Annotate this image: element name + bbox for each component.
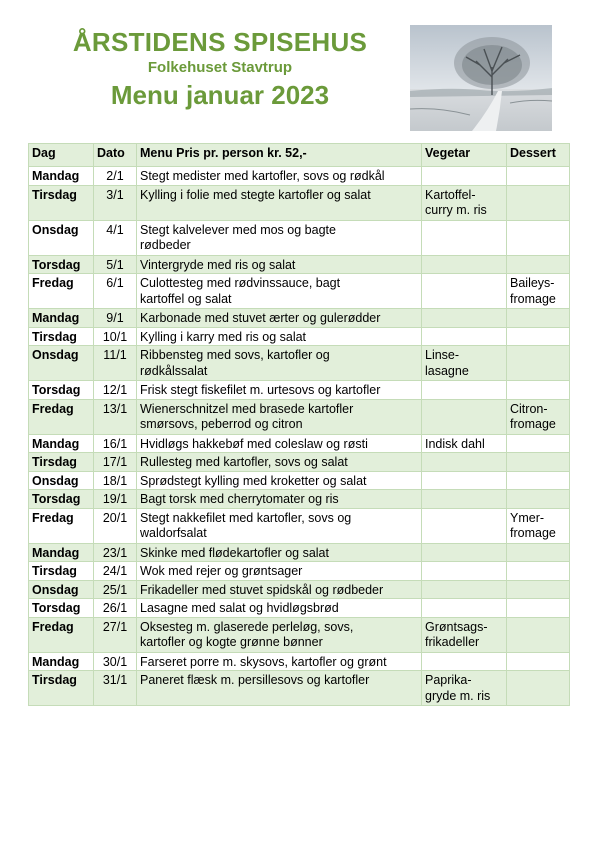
day-cell: Onsdag: [29, 220, 94, 255]
menu-cell: Frikadeller med stuvet spidskål og rødbeder: [137, 580, 422, 599]
vegetarian-cell: [422, 490, 507, 509]
date-cell: 26/1: [94, 599, 137, 618]
date-cell: 27/1: [94, 617, 137, 652]
vegetarian-cell: Grøntsags- frikadeller: [422, 617, 507, 652]
winter-tree-photo: [410, 25, 552, 131]
table-row: [29, 220, 570, 255]
table-row: [29, 617, 570, 652]
menu-cell: Kylling i karry med ris og salat: [137, 327, 422, 346]
dessert-cell: [507, 471, 570, 490]
menu-cell: Vintergryde med ris og salat: [137, 255, 422, 274]
dessert-cell: [507, 671, 570, 706]
menu-cell: Culottesteg med rødvinssauce, bagt kartoffel og salat: [137, 274, 422, 309]
vegetarian-cell: [422, 255, 507, 274]
vegetarian-cell: [422, 599, 507, 618]
menu-title: Menu januar 2023: [110, 80, 330, 110]
vegetarian-cell: [422, 453, 507, 472]
day-cell: Tirsdag: [29, 185, 94, 220]
column-header-date: Dato: [94, 144, 137, 167]
column-header-dessert: Dessert: [507, 144, 570, 167]
menu-cell: Wok med rejer og grøntsager: [137, 562, 422, 581]
vegetarian-cell: [422, 274, 507, 309]
menu-cell: Paneret flæsk m. persillesovs og kartofler: [137, 671, 422, 706]
vegetarian-cell: Linse- lasagne: [422, 346, 507, 381]
dessert-cell: Baileys- fromage: [507, 274, 570, 309]
dessert-cell: [507, 255, 570, 274]
table-row: [29, 543, 570, 562]
column-header-vegetarian: Vegetar: [422, 144, 507, 167]
dessert-cell: Ymer- fromage: [507, 508, 570, 543]
menu-cell: Rullesteg med kartofler, sovs og salat: [137, 453, 422, 472]
date-cell: 18/1: [94, 471, 137, 490]
restaurant-title: ÅRSTIDENS SPISEHUS: [72, 27, 368, 57]
date-cell: 19/1: [94, 490, 137, 509]
vegetarian-cell: [422, 580, 507, 599]
table-row: [29, 562, 570, 581]
dessert-cell: [507, 617, 570, 652]
date-cell: 24/1: [94, 562, 137, 581]
date-cell: 20/1: [94, 508, 137, 543]
vegetarian-cell: [422, 543, 507, 562]
table-row: [29, 671, 570, 706]
dessert-cell: [507, 381, 570, 400]
day-cell: Torsdag: [29, 490, 94, 509]
date-cell: 6/1: [94, 274, 137, 309]
table-row: [29, 508, 570, 543]
menu-cell: Lasagne med salat og hvidløgsbrød: [137, 599, 422, 618]
day-cell: Fredag: [29, 508, 94, 543]
day-cell: Mandag: [29, 434, 94, 453]
table-row: [29, 490, 570, 509]
vegetarian-cell: Paprika- gryde m. ris: [422, 671, 507, 706]
menu-cell: Kylling i folie med stegte kartofler og salat: [137, 185, 422, 220]
dessert-cell: [507, 580, 570, 599]
dessert-cell: [507, 543, 570, 562]
menu-table: [28, 143, 570, 706]
table-row: [29, 381, 570, 400]
menu-cell: Wienerschnitzel med brasede kartofler smørsovs, peberrod og citron: [137, 399, 422, 434]
day-cell: Mandag: [29, 543, 94, 562]
date-cell: 3/1: [94, 185, 137, 220]
menu-cell: Stegt medister med kartofler, sovs og rødkål: [137, 167, 422, 186]
dessert-cell: [507, 309, 570, 328]
menu-cell: Sprødstegt kylling med kroketter og salat: [137, 471, 422, 490]
table-row: [29, 309, 570, 328]
date-cell: 2/1: [94, 167, 137, 186]
menu-cell: Skinke med flødekartofler og salat: [137, 543, 422, 562]
dessert-cell: [507, 327, 570, 346]
table-row: [29, 471, 570, 490]
vegetarian-cell: [422, 309, 507, 328]
table-row: [29, 453, 570, 472]
menu-cell: Karbonade med stuvet ærter og gulerødder: [137, 309, 422, 328]
menu-cell: Farseret porre m. skysovs, kartofler og grønt: [137, 652, 422, 671]
table-row: [29, 255, 570, 274]
day-cell: Onsdag: [29, 346, 94, 381]
vegetarian-cell: [422, 220, 507, 255]
table-row: [29, 434, 570, 453]
date-cell: 4/1: [94, 220, 137, 255]
menu-cell: Stegt kalvelever med mos og bagte rødbeder: [137, 220, 422, 255]
vegetarian-cell: [422, 381, 507, 400]
day-cell: Torsdag: [29, 599, 94, 618]
date-cell: 31/1: [94, 671, 137, 706]
vegetarian-cell: [422, 652, 507, 671]
dessert-cell: [507, 346, 570, 381]
dessert-cell: [507, 434, 570, 453]
date-cell: 25/1: [94, 580, 137, 599]
date-cell: 13/1: [94, 399, 137, 434]
table-row: [29, 580, 570, 599]
day-cell: Tirsdag: [29, 671, 94, 706]
menu-cell: Ribbensteg med sovs, kartofler og rødkålssalat: [137, 346, 422, 381]
date-cell: 10/1: [94, 327, 137, 346]
day-cell: Fredag: [29, 617, 94, 652]
vegetarian-cell: Kartoffel- curry m. ris: [422, 185, 507, 220]
vegetarian-cell: [422, 167, 507, 186]
menu-cell: Hvidløgs hakkebøf med coleslaw og røsti: [137, 434, 422, 453]
table-row: [29, 652, 570, 671]
dessert-cell: [507, 167, 570, 186]
table-row: [29, 399, 570, 434]
column-header-menu: Menu Pris pr. person kr. 52,-: [137, 144, 422, 167]
day-cell: Tirsdag: [29, 453, 94, 472]
menu-cell: Oksesteg m. glaserede perleløg, sovs, kartofler og kogte grønne bønner: [137, 617, 422, 652]
vegetarian-cell: [422, 508, 507, 543]
dessert-cell: [507, 490, 570, 509]
date-cell: 9/1: [94, 309, 137, 328]
day-cell: Mandag: [29, 167, 94, 186]
vegetarian-cell: [422, 471, 507, 490]
day-cell: Mandag: [29, 652, 94, 671]
dessert-cell: [507, 652, 570, 671]
day-cell: Onsdag: [29, 471, 94, 490]
date-cell: 17/1: [94, 453, 137, 472]
dessert-cell: [507, 562, 570, 581]
vegetarian-cell: [422, 562, 507, 581]
vegetarian-cell: Indisk dahl: [422, 434, 507, 453]
date-cell: 12/1: [94, 381, 137, 400]
day-cell: Fredag: [29, 399, 94, 434]
day-cell: Torsdag: [29, 381, 94, 400]
vegetarian-cell: [422, 399, 507, 434]
dessert-cell: [507, 185, 570, 220]
dessert-cell: [507, 220, 570, 255]
table-row: [29, 185, 570, 220]
day-cell: Tirsdag: [29, 562, 94, 581]
table-row: [29, 274, 570, 309]
menu-cell: Frisk stegt fiskefilet m. urtesovs og kartofler: [137, 381, 422, 400]
date-cell: 5/1: [94, 255, 137, 274]
date-cell: 30/1: [94, 652, 137, 671]
table-row: [29, 346, 570, 381]
dessert-cell: [507, 599, 570, 618]
day-cell: Torsdag: [29, 255, 94, 274]
day-cell: Fredag: [29, 274, 94, 309]
table-row: [29, 327, 570, 346]
venue-subtitle: Folkehuset Stavtrup: [147, 59, 293, 76]
date-cell: 11/1: [94, 346, 137, 381]
day-cell: Onsdag: [29, 580, 94, 599]
table-row: [29, 167, 570, 186]
menu-cell: Bagt torsk med cherrytomater og ris: [137, 490, 422, 509]
table-row: [29, 599, 570, 618]
date-cell: 16/1: [94, 434, 137, 453]
day-cell: Tirsdag: [29, 327, 94, 346]
column-header-day: Dag: [29, 144, 94, 167]
date-cell: 23/1: [94, 543, 137, 562]
dessert-cell: Citron- fromage: [507, 399, 570, 434]
day-cell: Mandag: [29, 309, 94, 328]
vegetarian-cell: [422, 327, 507, 346]
menu-cell: Stegt nakkefilet med kartofler, sovs og waldorfsalat: [137, 508, 422, 543]
dessert-cell: [507, 453, 570, 472]
